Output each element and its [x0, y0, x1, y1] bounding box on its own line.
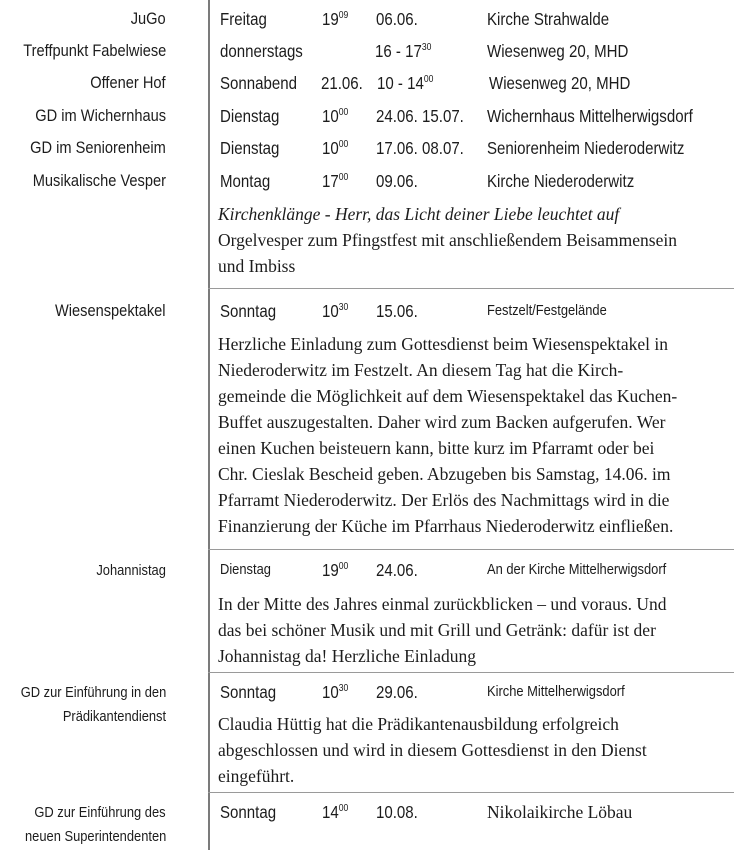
event-label: GD im Wichernhaus — [35, 106, 166, 125]
event-date: 24.06. 15.07. — [376, 106, 464, 126]
praedikantendienst-description: Claudia Hüttig hat die Prädikantenausbildung erfolgreich abgeschlossen und wird in diesem Gottesdienst in den Dienst eingeführt. — [218, 714, 647, 786]
event-label: Offener Hof — [90, 73, 166, 92]
event-date: 17.06. 08.07. — [376, 138, 464, 158]
event-day: Dienstag — [220, 138, 280, 158]
event-place: Wiesenweg 20, MHD — [487, 41, 629, 61]
event-date: 06.06. — [376, 9, 418, 29]
section-divider — [208, 288, 734, 289]
event-label: neuen Superintendenten — [24, 828, 166, 845]
event-time: $19^{00}$ — [322, 560, 349, 580]
event-place: Festzelt/Festgelände — [487, 302, 607, 319]
event-label: GD im Seniorenheim — [30, 138, 166, 157]
wiesenspektakel-description: Herzliche Einladung zum Gottesdienst beim Wiesenspektakel in Niederoderwitz im Festzelt. An diesem Tag hat die Kirch- gemeinde die Möglichkeit auf dem Wiesenspektakel das Kuchen- Buffet auszugestalten. Daher wird zum Backen aufgerufen. Wer einen Kuchen beisteuern kann, bitte kurz im Pfarramt oder bei Chr. Cieslak Bescheid geben. Abzugeben bis Samstag, 14.06. im Pfarramt Niederoderwitz. Der Erlös des Nachmittags wird in die Finanzierung der Küche im Pfarrhaus Niederoderwitz einfließen. — [218, 334, 678, 536]
event-day: Sonntag — [220, 301, 277, 321]
section-divider — [208, 672, 734, 673]
event-date: 10.08. — [376, 802, 418, 822]
event-label: Prädikantendienst — [62, 708, 166, 725]
event-label: GD zur Einführung des — [34, 804, 166, 821]
event-time: $14^{00}$ — [322, 802, 349, 822]
event-day: Sonnabend — [220, 73, 298, 93]
event-time: $10^{30}$ — [322, 301, 349, 321]
event-time: $10^{30}$ — [322, 682, 349, 702]
vesper-title: Kirchenklänge - Herr, das Licht deiner Liebe leuchtet auf — [218, 204, 620, 224]
event-date: 09.06. — [376, 171, 418, 191]
section-divider — [208, 792, 734, 793]
event-place: Kirche Strahwalde — [487, 9, 610, 29]
event-place: Wichernhaus Mittelherwigsdorf — [487, 106, 693, 126]
event-time: $10 - 14^{00}$ — [377, 73, 434, 93]
event-place: Nikolaikirche Löbau — [487, 802, 633, 822]
johannistag-description: In der Mitte des Jahres einmal zurückblicken – und voraus. Und das bei schöner Musik und mit Grill und Getränk: dafür ist der Johannistag da! Herzliche Einladung — [218, 594, 667, 666]
event-day: Sonntag — [220, 802, 277, 822]
event-time: $16 - 17^{30}$ — [375, 41, 432, 61]
event-label: Treffpunkt Fabelwiese — [22, 41, 166, 60]
event-label: Musikalische Vesper — [32, 171, 166, 190]
event-place: Seniorenheim Niederoderwitz — [487, 138, 685, 158]
event-day: Sonntag — [220, 682, 277, 702]
event-date: 21.06. — [321, 73, 363, 93]
event-time: $17^{00}$ — [322, 171, 349, 191]
event-label: Wiesenspektakel — [55, 301, 166, 320]
event-label: JuGo — [131, 9, 166, 28]
event-day: Freitag — [220, 9, 267, 29]
event-day: Montag — [220, 171, 271, 191]
event-label: Johannistag — [96, 562, 166, 579]
section-divider — [208, 549, 734, 550]
event-day: Dienstag — [220, 106, 280, 126]
event-place: Kirche Mittelherwigsdorf — [487, 683, 625, 700]
event-time: $19^{09}$ — [322, 9, 349, 29]
event-label: GD zur Einführung in den — [20, 684, 166, 701]
event-date: 15.06. — [376, 301, 418, 321]
event-time: $10^{00}$ — [322, 106, 349, 126]
event-date: 24.06. — [376, 560, 418, 580]
vesper-description: Orgelvesper zum Pfingstfest mit anschließendem Beisammensein und Imbiss — [218, 230, 677, 276]
event-time: $10^{00}$ — [322, 138, 349, 158]
column-divider — [208, 0, 210, 850]
event-place: Wiesenweg 20, MHD — [489, 73, 631, 93]
event-day: Dienstag — [220, 561, 271, 578]
event-place: Kirche Niederoderwitz — [487, 171, 635, 191]
event-place: An der Kirche Mittelherwigsdorf — [487, 561, 667, 578]
event-date: 29.06. — [376, 682, 418, 702]
event-day: donnerstags — [220, 41, 303, 61]
